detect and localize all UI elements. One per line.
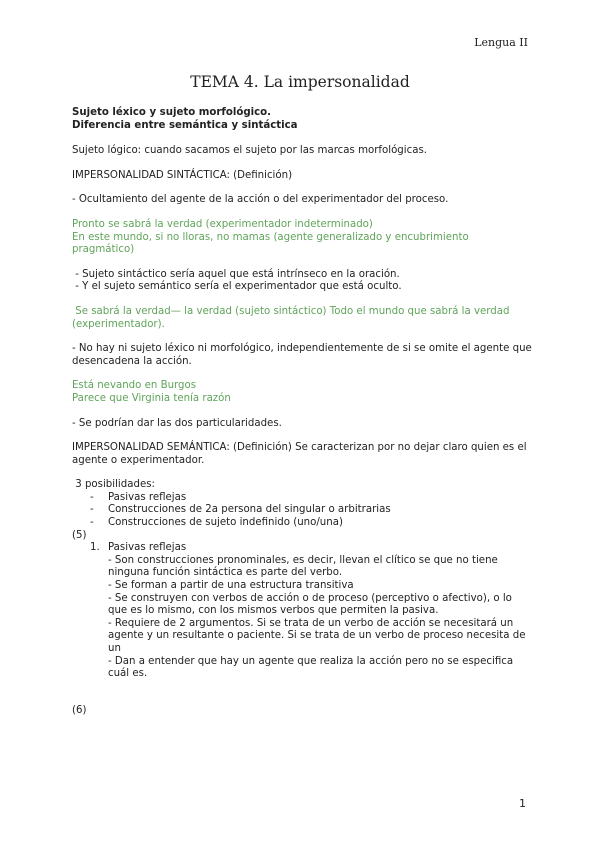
subtitle-line-2: Diferencia entre semántica y sintáctica <box>72 119 298 131</box>
list-item: - Pasivas reflejas <box>72 492 532 505</box>
paragraph-sujeto-sintactico: - Sujeto sintáctico sería aquel que está intrínseco en la oración. <box>72 268 400 280</box>
example-2: Se sabrá la verdad— la verdad (sujeto sintáctico) Todo el mundo que sabrá la verdad (experimentador). <box>72 305 513 330</box>
page-number: 1 <box>519 797 526 810</box>
example-1-line-2: En este mundo, si no lloras, no mamas (agente generalizado y encubrimiento pragmático) <box>72 231 469 256</box>
example-3-line-1: Está nevando en Burgos <box>72 380 197 392</box>
paragraph-particularidades: - Se podrían dar las dos particularidades. <box>72 417 282 429</box>
item-number: 1. <box>90 542 100 554</box>
paragraph-ocultamiento: - Ocultamiento del agente de la acción o del experimentador del proceso. <box>72 194 449 206</box>
example-1-line-1: Pronto se sabrá la verdad (experimentador indeterminado) <box>72 218 373 230</box>
document-body <box>72 107 532 717</box>
heading-impersonalidad-sintactica: IMPERSONALIDAD SINTÁCTICA: (Definición) <box>72 169 293 181</box>
numbered-item-line: - Se construyen con verbos de acción o de proceso (perceptivo o afectivo), o lo que es lo mismo, con los mismos verbos que permiten la pasiva. <box>108 592 512 617</box>
numbered-item-line: - Son construcciones pronominales, es decir, llevan el clítico se que no tiene ninguna función sintáctica es parte del verbo. <box>108 554 498 579</box>
example-3-line-2: Parece que Virginia tenía razón <box>72 392 231 404</box>
numbered-item-line: - Requiere de 2 argumentos. Si se trata de un verbo de acción se necesitará un agente y un resultante o paciente. Si se trata de un verbo de proceso necesita de un <box>108 617 526 654</box>
marker-5: (5) <box>72 529 87 541</box>
numbered-item-pasivas-reflejas <box>72 542 532 681</box>
paragraph-sujeto-semantico: - Y el sujeto semántico sería el experimentador que está oculto. <box>72 281 402 293</box>
numbered-item-line: - Dan a entender que hay un agente que realiza la acción pero no se especifica cuál es. <box>108 655 514 680</box>
posibilidades-label: 3 posibilidades: <box>72 479 155 491</box>
marker-6: (6) <box>72 704 87 716</box>
numbered-item-heading: Pasivas reflejas <box>108 542 187 554</box>
posibilidades-list <box>72 492 532 530</box>
paragraph-sujeto-logico: Sujeto lógico: cuando sacamos el sujeto por las marcas morfológicas. <box>72 145 427 157</box>
page-title: TEMA 4. La impersonalidad <box>190 73 410 91</box>
course-header: Lengua II <box>474 36 528 49</box>
numbered-item-line: - Se forman a partir de una estructura transitiva <box>108 580 354 592</box>
subtitle-line-1: Sujeto léxico y sujeto morfológico. <box>72 107 272 118</box>
paragraph-no-hay-sujeto: - No hay ni sujeto léxico ni morfológico, independientemente de si se omite el agente que desencadena la acción. <box>72 343 532 367</box>
list-item: - Construcciones de 2a persona del singular o arbitrarias <box>72 504 532 517</box>
paragraph-impersonalidad-semantica: IMPERSONALIDAD SEMÁNTICA: (Definición) Se caracterizan por no dejar claro quien es el agente o experimentador. <box>72 442 527 466</box>
list-item: - Construcciones de sujeto indefinido (uno/una) <box>72 517 532 530</box>
